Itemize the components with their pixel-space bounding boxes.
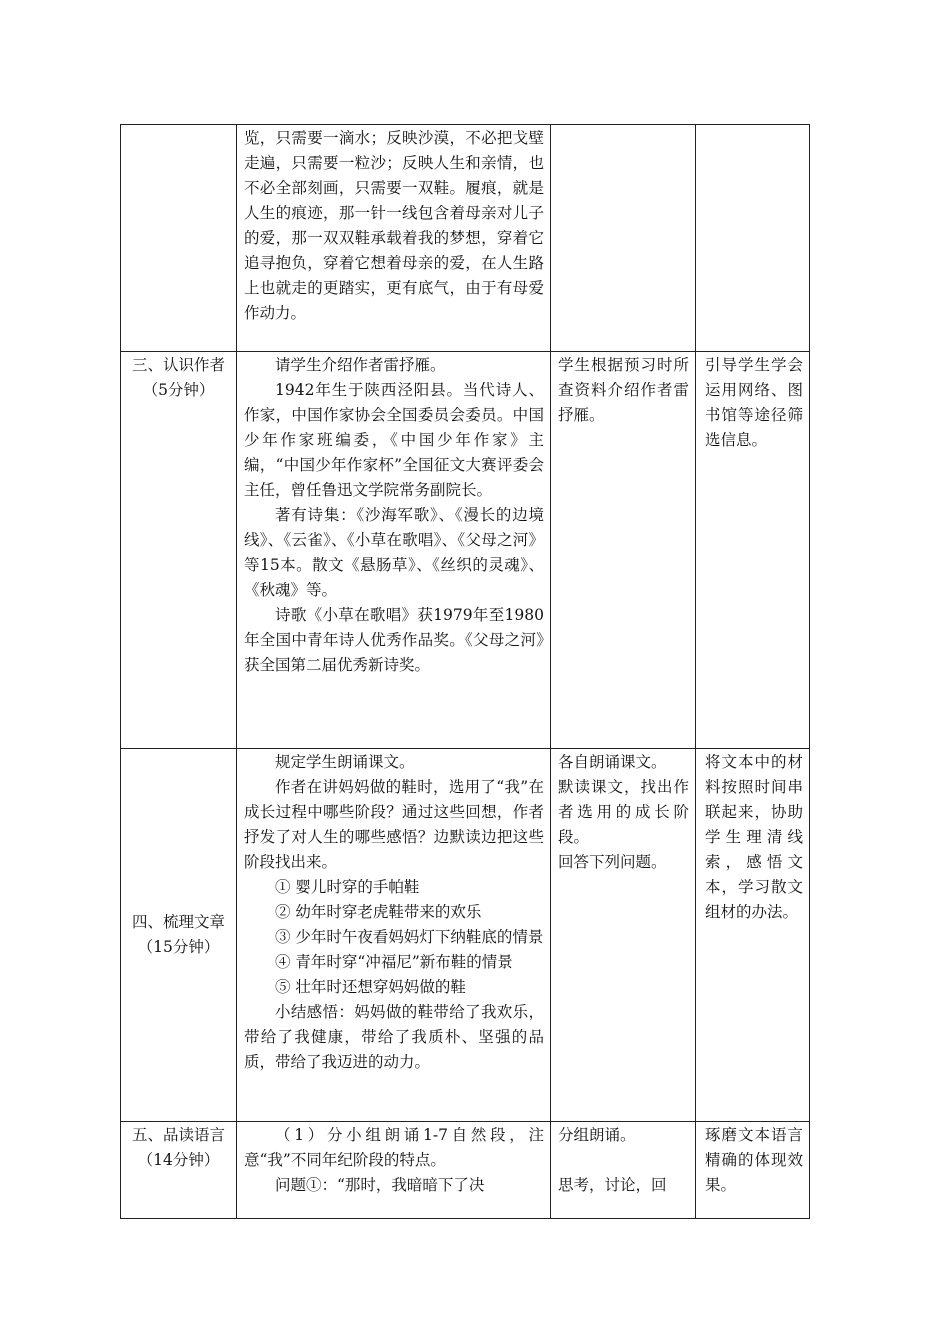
student-activity-cell bbox=[551, 1122, 696, 1219]
teacher-activity-cell bbox=[237, 749, 551, 1122]
stage-title: 四、梳理文章 bbox=[131, 913, 225, 931]
student-paragraph: 思考，讨论，回 bbox=[558, 1176, 667, 1194]
teacher-activity-cell bbox=[237, 125, 551, 352]
student-paragraph: 各自朗诵课文。 bbox=[558, 753, 667, 771]
teacher-paragraph: 著有诗集：《沙海军歌》、《漫长的边境线》、《云雀》、《小草在歌唱》、《父母之河》等15本。散文《悬肠草》、《丝织的灵魂》、《秋魂》等。 bbox=[244, 506, 544, 599]
spacer bbox=[558, 1148, 689, 1173]
stage-title: 五、品读语言 bbox=[131, 1126, 225, 1144]
teacher-paragraph: ② 幼年时穿老虎鞋带来的欢乐 bbox=[275, 903, 482, 921]
teacher-paragraph: （1）分小组朗诵1-7自然段，注意“我”不同年纪阶段的特点。 bbox=[244, 1126, 544, 1169]
intent-paragraph: 将文本中的材料按照时间串联起来，协助学生理清线索，感悟文本，学习散文组材的办法。 bbox=[705, 753, 803, 921]
teacher-paragraph: ④ 青年时穿“冲福尼”新布鞋的情景 bbox=[275, 953, 513, 971]
teacher-paragraph: 作者在讲妈妈做的鞋时，选用了“我”在成长过程中哪些阶段？通过这些回想，作者抒发了对人生的哪些感悟？边默读边把这些阶段找出来。 bbox=[244, 778, 544, 871]
teacher-paragraph: ① 婴儿时穿的手帕鞋 bbox=[275, 878, 420, 896]
student-activity-cell bbox=[551, 749, 696, 1122]
teacher-paragraph: 问题①：“那时，我暗暗下了决 bbox=[275, 1176, 485, 1194]
design-intent-cell bbox=[696, 1122, 810, 1219]
table-row bbox=[121, 1122, 810, 1219]
teacher-activity-cell bbox=[237, 1122, 551, 1219]
teacher-paragraph: 请学生介绍作者雷抒雁。 bbox=[275, 356, 446, 374]
teacher-paragraph: 小结感悟：妈妈做的鞋带给了我欢乐，带给了我健康，带给了我质朴、坚强的品质，带给了我迈进的动力。 bbox=[244, 1003, 544, 1071]
teacher-paragraph: 1942年生于陕西泾阳县。当代诗人、作家，中国作家协会全国委员会委员。中国少年作家班编委，《中国少年作家》主编，“中国少年作家杯”全国征文大赛评委会主任，曾任鲁迅文学院常务副院长。 bbox=[244, 381, 544, 499]
stage-cell bbox=[121, 125, 237, 352]
student-paragraph: 分组朗诵。 bbox=[558, 1126, 636, 1144]
stage-duration: （14分钟） bbox=[137, 1151, 220, 1169]
student-paragraph: 回答下列问题。 bbox=[558, 853, 667, 871]
design-intent-cell bbox=[696, 749, 810, 1122]
stage-cell bbox=[121, 749, 237, 1122]
teacher-paragraph: 诗歌《小草在歌唱》获1979年至1980年全国中青年诗人优秀作品奖。《父母之河》获全国第二届优秀新诗奖。 bbox=[244, 606, 544, 674]
teacher-paragraph: ③ 少年时午夜看妈妈灯下纳鞋底的情景 bbox=[275, 928, 544, 946]
student-activity-cell bbox=[551, 125, 696, 352]
lesson-plan-table bbox=[120, 124, 810, 1219]
student-paragraph: 学生根据预习时所查资料介绍作者雷抒雁。 bbox=[558, 356, 689, 424]
design-intent-cell bbox=[696, 352, 810, 749]
intent-paragraph: 引导学生学会运用网络、图书馆等途径筛选信息。 bbox=[705, 356, 803, 449]
table-row bbox=[121, 125, 810, 352]
student-activity-cell bbox=[551, 352, 696, 749]
teacher-paragraph: 规定学生朗诵课文。 bbox=[275, 753, 415, 771]
table-row bbox=[121, 749, 810, 1122]
teacher-paragraph: ⑤ 壮年时还想穿妈妈做的鞋 bbox=[275, 978, 466, 996]
student-paragraph: 默读课文，找出作者选用的成长阶段。 bbox=[558, 778, 689, 846]
intent-paragraph: 琢磨文本语言精确的体现效果。 bbox=[705, 1126, 803, 1194]
teacher-activity-cell bbox=[237, 352, 551, 749]
stage-cell bbox=[121, 1122, 237, 1219]
stage-title: 三、认识作者 bbox=[131, 356, 225, 374]
table-row bbox=[121, 352, 810, 749]
teacher-paragraph: 览，只需要一滴水；反映沙漠，不必把戈壁走遍，只需要一粒沙；反映人生和亲情，也不必全部刻画，只需要一双鞋。履痕，就是人生的痕迹，那一针一线包含着母亲对儿子的爱，那一双双鞋承载着我的梦想，穿着它追寻抱负，穿着它想着母亲的爱，在人生路上也就走的更踏实，更有底气，由于有母爱作动力。 bbox=[244, 129, 544, 322]
stage-cell bbox=[121, 352, 237, 749]
stage-duration: （5分钟） bbox=[142, 381, 215, 399]
design-intent-cell bbox=[696, 125, 810, 352]
stage-duration: （15分钟） bbox=[137, 938, 220, 956]
